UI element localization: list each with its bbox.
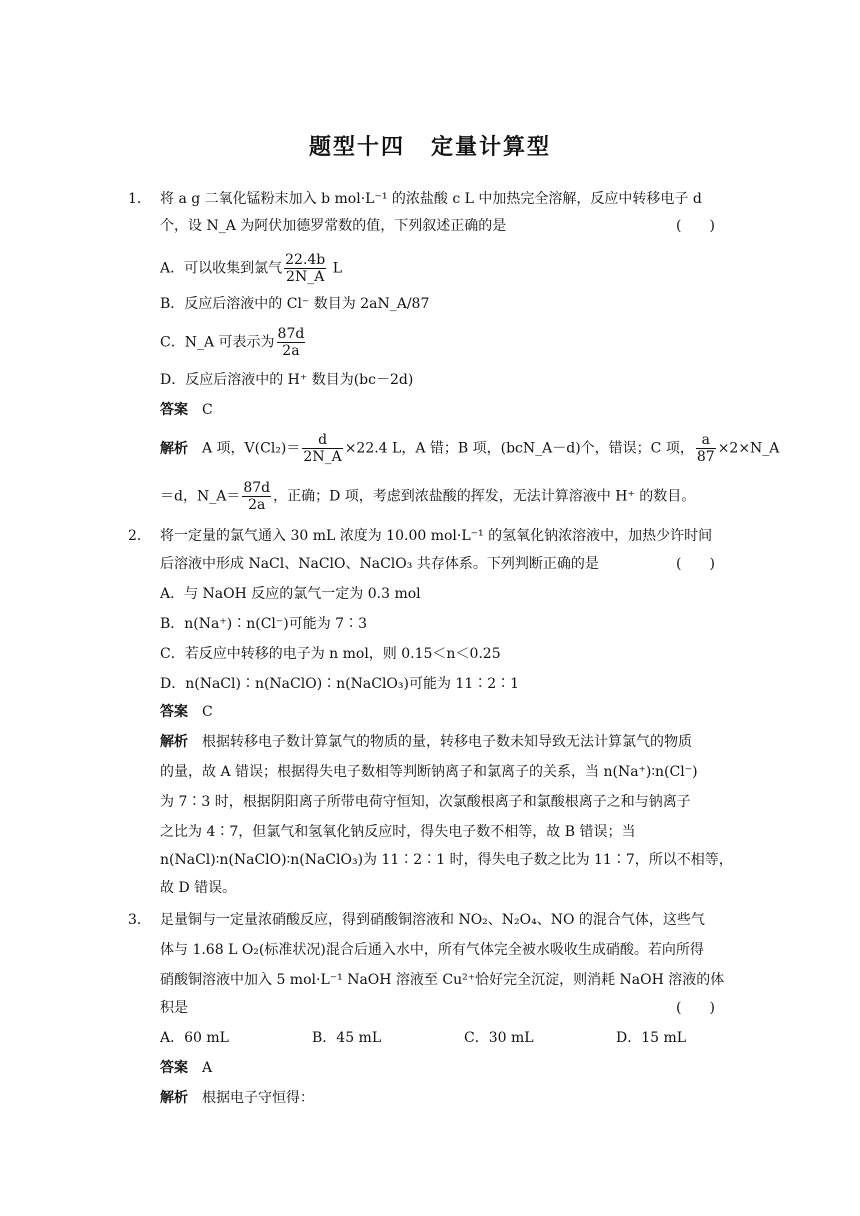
question-2-analysis-line-5: n(NaCl)∶n(NaClO)∶n(NaClO₃)为 11∶2∶1 时，得失电子数之比为 11∶7，所以不相等， bbox=[160, 852, 733, 868]
question-2-option-d: D．n(NaCl)∶n(NaClO)∶n(NaClO₃)可能为 11∶2∶1 bbox=[160, 676, 520, 692]
answer-value: C bbox=[202, 402, 213, 418]
fraction: $\frac{87d}{2a}$ bbox=[277, 326, 305, 359]
question-2-answer-blank: ( ) bbox=[676, 556, 715, 572]
answer-label: 答案 bbox=[160, 1060, 188, 1076]
answer-label: 答案 bbox=[160, 704, 188, 720]
question-2-option-c: C．若反应中转移的电子为 n mol，则 0.15＜n＜0.25 bbox=[160, 646, 501, 662]
question-1-stem-line-1: 将 a g 二氧化锰粉末加入 b mol·L⁻¹ 的浓盐酸 c L 中加热完全溶解，反应中转移电子 d bbox=[160, 191, 702, 207]
question-1-analysis-line-1: 解析 A 项，V(Cl₂)＝ $\frac{d}{2N\_A}$ ×22.4 L，A 错；B 项，(bcN_A－d)个，错误；C 项， $\frac{a}{87}$ ×2×N_A bbox=[160, 432, 780, 465]
fraction: $\frac{22.4b}{2N\_A}$ bbox=[285, 252, 326, 285]
question-1-answer-blank: ( ) bbox=[676, 218, 715, 234]
question-3-answer bbox=[160, 1058, 212, 1078]
page-title bbox=[0, 130, 860, 161]
question-2-analysis-line-6: 故 D 错误。 bbox=[160, 880, 237, 896]
question-3-option-c: C．30 mL bbox=[464, 1030, 534, 1046]
question-2-option-a: A．与 NaOH 反应的氯气一定为 0.3 mol bbox=[160, 586, 421, 602]
question-2-answer bbox=[160, 702, 213, 722]
question-1-option-b: B．反应后溶液中的 Cl⁻ 数目为 2aN_A/87 bbox=[160, 296, 430, 312]
question-3-option-b: B．45 mL bbox=[312, 1030, 382, 1046]
question-2-stem-line-2: 后溶液中形成 NaCl、NaClO、NaClO₃ 共存体系。下列判断正确的是 bbox=[160, 556, 599, 572]
question-3-analysis-line-1: 解析 根据电子守恒得： bbox=[160, 1090, 314, 1106]
question-2-analysis-line-3: 为 7∶3 时，根据阴阳离子所带电荷守恒知，次氯酸根离子和氯酸根离子之和与钠离子 bbox=[160, 794, 691, 810]
question-1-analysis-line-2: ＝d，N_A＝ $\frac{87d}{2a}$ ，正确；D 项，考虑到浓盐酸的挥发，无法计算溶液中 H⁺ 的数目。 bbox=[160, 480, 696, 513]
fraction: $\frac{87d}{2a}$ bbox=[243, 480, 271, 513]
answer-value: A bbox=[202, 1060, 213, 1076]
analysis-label: 解析 bbox=[160, 1090, 188, 1106]
question-1-stem-line-2: 个，设 N_A 为阿伏加德罗常数的值，下列叙述正确的是 bbox=[160, 218, 507, 234]
question-1-option-a: A．可以收集到氯气 $\frac{22.4b}{2N\_A}$ L bbox=[160, 252, 343, 285]
question-3-answer-blank: ( ) bbox=[676, 1000, 715, 1016]
question-3-stem-line-3: 硝酸铜溶液中加入 5 mol·L⁻¹ NaOH 溶液至 Cu²⁺恰好完全沉淀，则消耗 NaOH 溶液的体 bbox=[160, 972, 725, 988]
question-2-analysis-line-1: 解析 根据转移电子数计算氯气的物质的量，转移电子数未知导致无法计算氯气的物质 bbox=[160, 734, 692, 750]
question-3-option-d: D．15 mL bbox=[616, 1030, 687, 1046]
title-part-2: 定量计算型 bbox=[431, 134, 552, 160]
question-2-stem-line-1: 将一定量的氯气通入 30 mL 浓度为 10.00 mol·L⁻¹ 的氢氧化钠浓溶液中，加热少许时间 bbox=[160, 528, 713, 544]
answer-label: 答案 bbox=[160, 402, 188, 418]
question-3-options bbox=[160, 1028, 768, 1048]
question-2-number: 2． bbox=[128, 528, 151, 544]
question-2-analysis-line-4: 之比为 4∶7，但氯气和氢氧化钠反应时，得失电子数不相等，故 B 错误；当 bbox=[160, 824, 636, 840]
question-3-option-a: A．60 mL bbox=[160, 1030, 229, 1046]
question-3-number: 3． bbox=[128, 912, 151, 928]
fraction: $\frac{d}{2N\_A}$ bbox=[303, 432, 342, 465]
question-2-option-b: B．n(Na⁺)∶n(Cl⁻)可能为 7∶3 bbox=[160, 616, 367, 632]
question-3-stem-line-1: 足量铜与一定量浓硝酸反应，得到硝酸铜溶液和 NO₂、N₂O₄、NO 的混合气体，这些气 bbox=[160, 912, 705, 928]
question-1-option-c: C．N_A 可表示为 $\frac{87d}{2a}$ bbox=[160, 326, 305, 359]
question-1-answer bbox=[160, 400, 213, 420]
title-part-1: 题型十四 bbox=[308, 134, 405, 160]
question-1-number: 1． bbox=[128, 191, 151, 207]
analysis-label: 解析 bbox=[160, 440, 188, 457]
analysis-label: 解析 bbox=[160, 734, 188, 750]
fraction: $\frac{a}{87}$ bbox=[696, 432, 715, 465]
question-1-option-d: D．反应后溶液中的 H⁺ 数目为(bc－2d) bbox=[160, 372, 414, 388]
question-2-analysis-line-2: 的量，故 A 错误；根据得失电子数相等判断钠离子和氯离子的关系，当 n(Na⁺)∶n(Cl⁻) bbox=[160, 764, 698, 780]
question-3-stem-line-4: 积是 bbox=[160, 1000, 188, 1016]
answer-value: C bbox=[202, 704, 213, 720]
question-3-stem-line-2: 体与 1.68 L O₂(标准状况)混合后通入水中，所有气体完全被水吸收生成硝酸。若向所得 bbox=[160, 942, 704, 958]
